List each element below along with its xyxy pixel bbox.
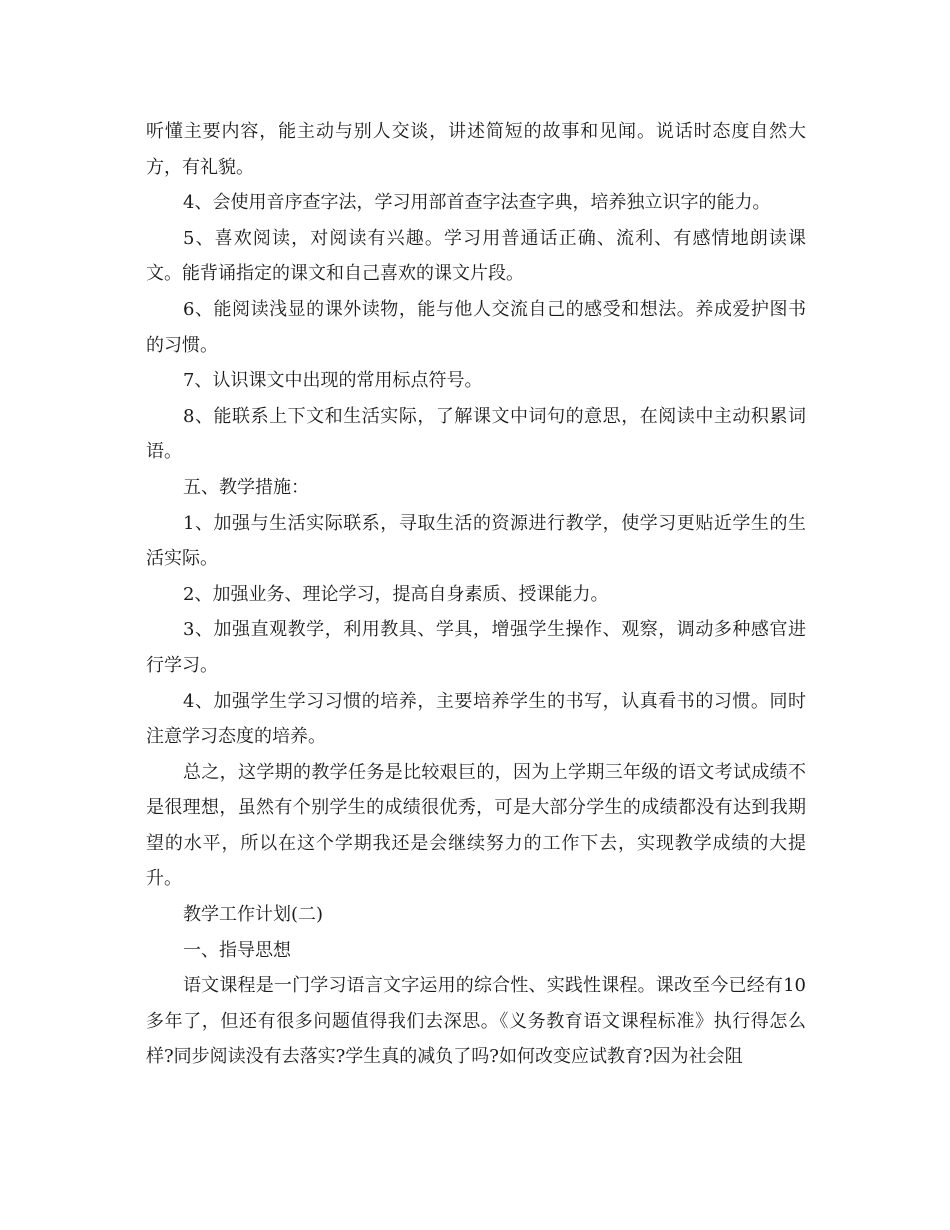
paragraph-measure-3: 3、加强直观教学，利用教具、学具，增强学生操作、观察，调动多种感官进行学习。 <box>146 619 806 676</box>
paragraph-measure-1: 1、加强与生活实际联系，寻取生活的资源进行教学，使学习更贴近学生的生活实际。 <box>146 512 806 570</box>
plan-title-two: 教学工作计划(二) <box>183 904 324 926</box>
section-heading-teaching-measures: 五、教学措施： <box>183 476 309 498</box>
section-heading-guiding-ideology: 一、指导思想 <box>183 939 291 961</box>
paragraph-item-5: 5、喜欢阅读，对阅读有兴趣。学习用普通话正确、流利、有感情地朗读课文。能背诵指定的课文和自己喜欢的课文片段。 <box>146 227 806 285</box>
paragraph-item-6: 6、能阅读浅显的课外读物，能与他人交流自己的感受和想法。养成爱护图书的习惯。 <box>146 298 806 356</box>
paragraph-item-7: 7、认识课文中出现的常用标点符号。 <box>183 370 483 392</box>
paragraph-measure-4: 4、加强学生学习习惯的培养，主要培养学生的书写，认真看书的习惯。同时注意学习态度的培养。 <box>146 690 806 748</box>
paragraph-measure-2: 2、加强业务、理论学习，提高自身素质、授课能力。 <box>183 583 609 605</box>
paragraph-summary: 总之，这学期的教学任务是比较艰巨的，因为上学期三年级的语文考试成绩不是很理想，虽然有个别学生的成绩很优秀，可是大部分学生的成绩都没有达到我期望的水平，所以在这个学期我还是会继续努力的工作下去，实现教学成绩的大提升。 <box>146 761 806 890</box>
document-body <box>146 114 806 1075</box>
paragraph-item-4: 4、会使用音序查字法，学习用部首查字法查字典，培养独立识字的能力。 <box>183 192 771 214</box>
paragraph-guiding-ideology: 语文课程是一门学习语言文字运用的综合性、实践性课程。课改至今已经有10多年了，但还有很多问题值得我们去深思。《义务教育语文课程标准》执行得怎么样?同步阅读没有去落实?学生真的减负了吗?如何改变应试教育?因为社会阻 <box>146 975 806 1068</box>
paragraph-continued: 听懂主要内容，能主动与别人交谈，讲述简短的故事和见闻。说话时态度自然大方，有礼貌。 <box>146 121 806 178</box>
paragraph-item-8: 8、能联系上下文和生活实际，了解课文中词句的意思，在阅读中主动积累词语。 <box>146 405 806 463</box>
